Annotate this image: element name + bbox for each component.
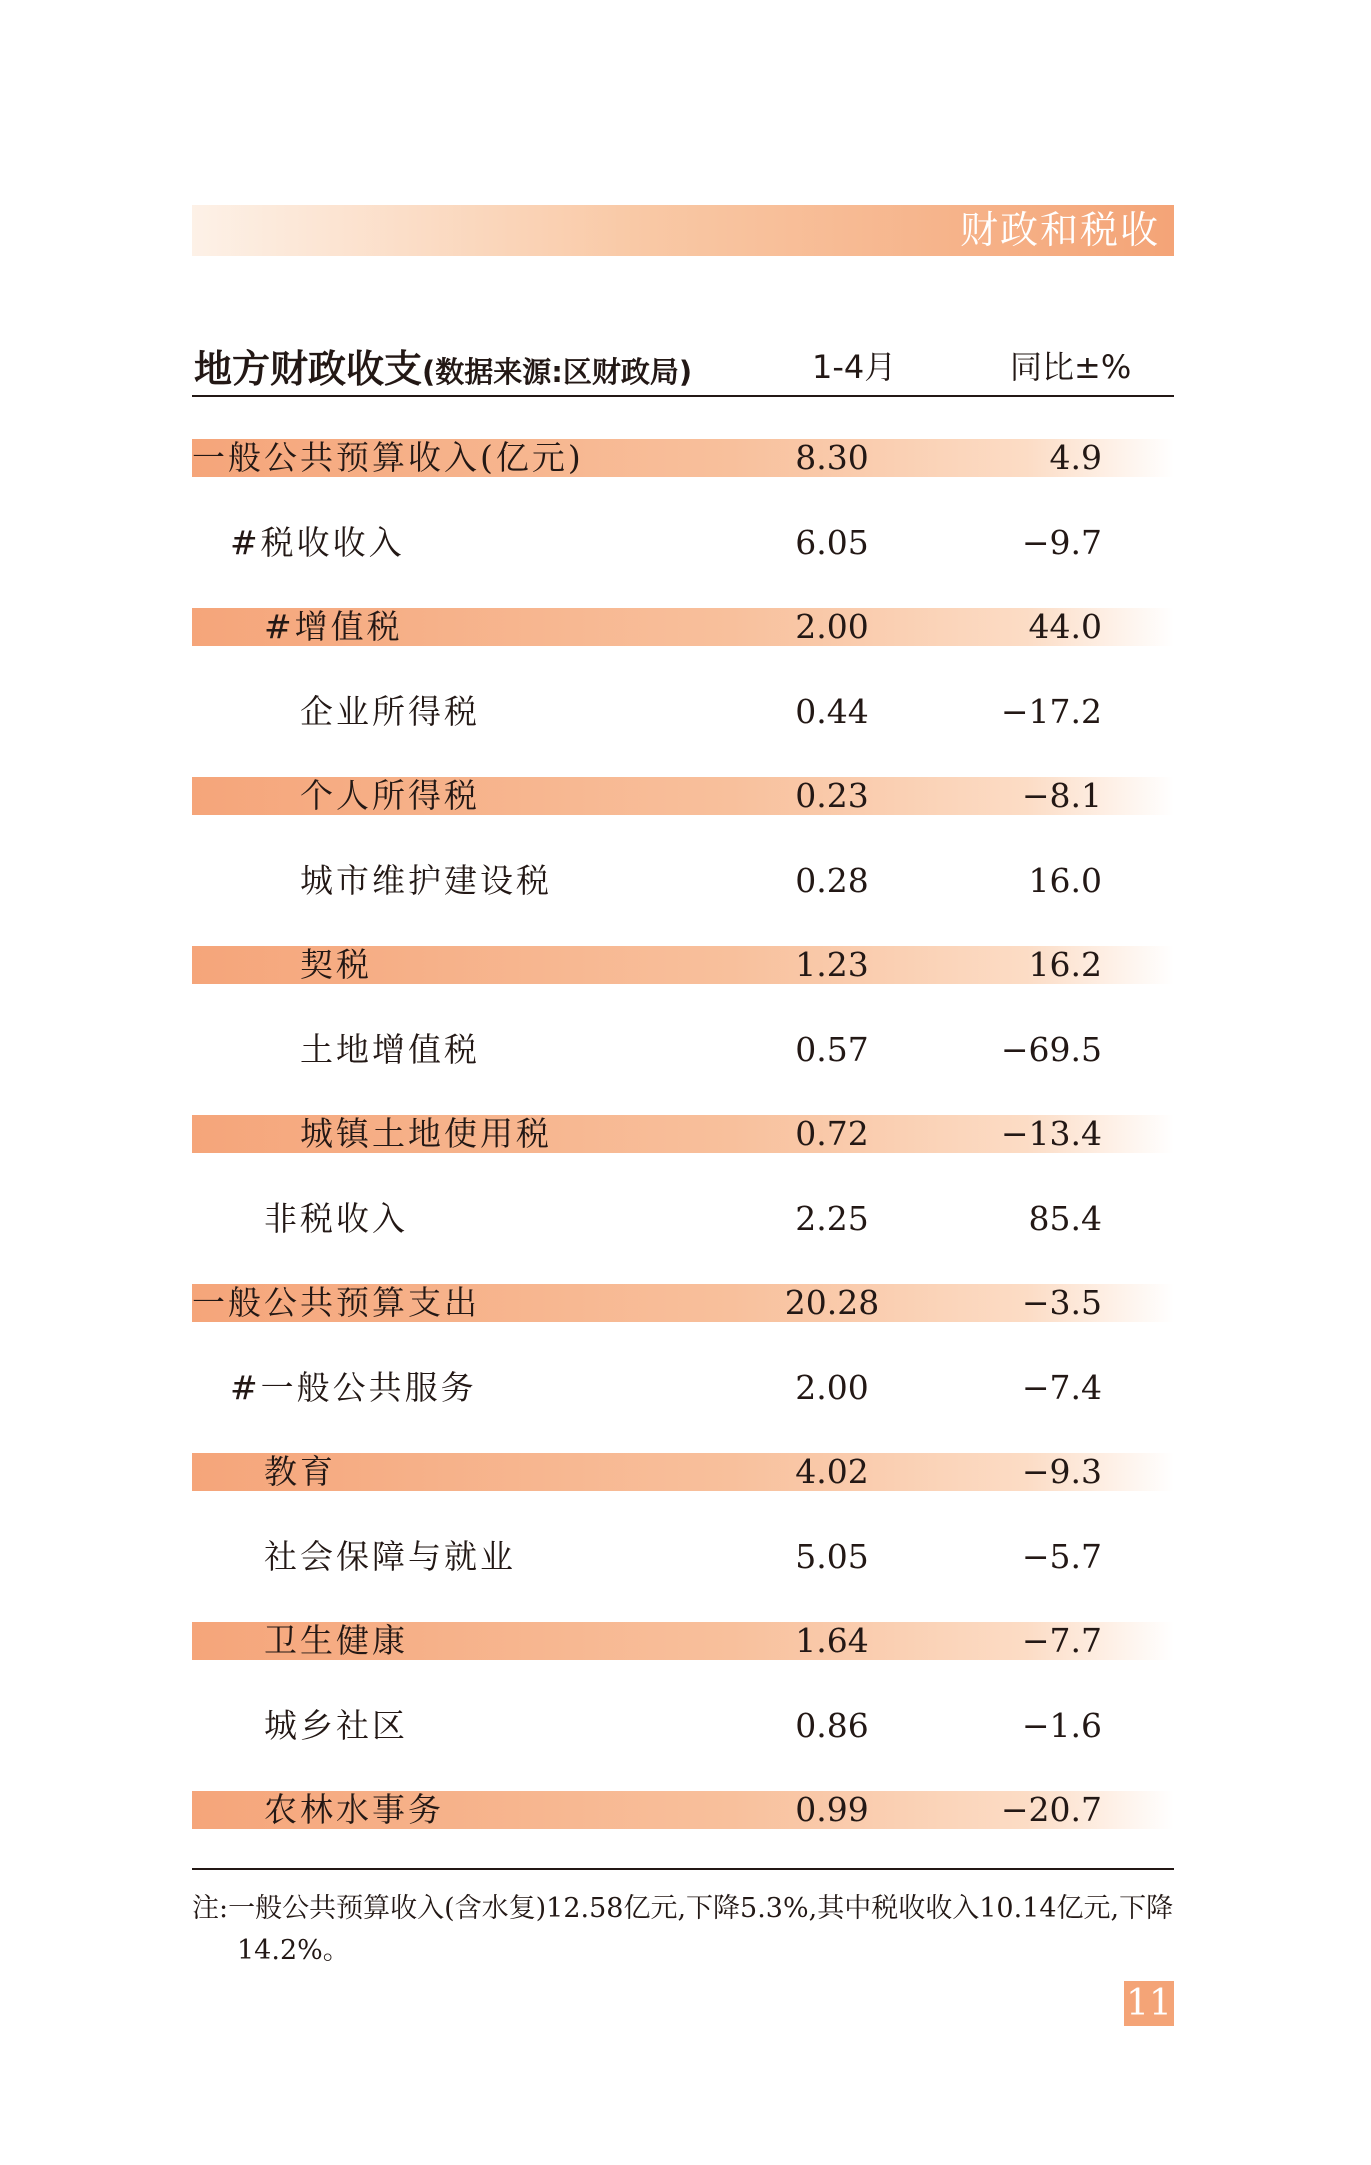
row-label: 教育 xyxy=(264,1452,336,1491)
table-title xyxy=(194,338,692,393)
row-period-value: 20.28 xyxy=(784,1283,880,1322)
row-yoy-value: −8.1 xyxy=(1021,776,1102,815)
row-label: #一般公共服务 xyxy=(230,1367,477,1407)
row-yoy-value: 4.9 xyxy=(1049,438,1102,477)
page-number: 11 xyxy=(1124,1981,1174,2026)
row-yoy-value: 16.2 xyxy=(1028,945,1102,984)
row-period-value: 0.86 xyxy=(795,1705,869,1745)
row-period-value: 5.05 xyxy=(795,1536,869,1576)
row-label: 卫生健康 xyxy=(264,1621,408,1660)
row-yoy-value: −69.5 xyxy=(1000,1029,1102,1069)
table-row xyxy=(192,1707,1174,1792)
row-yoy-value: −7.7 xyxy=(1021,1621,1102,1660)
row-period-value: 0.99 xyxy=(795,1790,869,1829)
table-row xyxy=(192,693,1174,778)
row-yoy-value: −20.7 xyxy=(1000,1790,1102,1829)
section-title: 财政和税收 xyxy=(959,208,1160,252)
table-row xyxy=(192,946,1174,1031)
table-row xyxy=(192,777,1174,862)
row-yoy-value: 85.4 xyxy=(1028,1198,1102,1238)
table-row xyxy=(192,524,1174,609)
row-period-value: 8.30 xyxy=(795,438,869,477)
row-label: 非税收入 xyxy=(264,1198,408,1238)
table-row xyxy=(192,1369,1174,1454)
column-header-yoy: 同比±% xyxy=(1010,348,1132,386)
row-label: 企业所得税 xyxy=(300,691,480,731)
row-period-value: 2.25 xyxy=(795,1198,869,1238)
row-label: 农林水事务 xyxy=(264,1790,444,1829)
row-period-value: 2.00 xyxy=(795,1367,869,1407)
row-period-value: 0.23 xyxy=(795,776,869,815)
fiscal-table-body xyxy=(192,439,1174,1876)
row-label: 社会保障与就业 xyxy=(264,1536,516,1576)
table-row xyxy=(192,1284,1174,1369)
table-row xyxy=(192,1115,1174,1200)
table-row xyxy=(192,608,1174,693)
row-yoy-value: −9.3 xyxy=(1021,1452,1102,1491)
column-header-period: 1-4月 xyxy=(812,348,897,386)
row-label: 一般公共预算支出 xyxy=(192,1283,480,1322)
row-label: #增值税 xyxy=(264,607,403,646)
row-label: 土地增值税 xyxy=(300,1029,480,1069)
row-label: 城市维护建设税 xyxy=(300,860,552,900)
row-yoy-value: 44.0 xyxy=(1028,607,1102,646)
row-period-value: 2.00 xyxy=(795,607,869,646)
row-yoy-value: −5.7 xyxy=(1021,1536,1102,1576)
row-yoy-value: −1.6 xyxy=(1021,1705,1102,1745)
row-yoy-value: −3.5 xyxy=(1021,1283,1102,1322)
row-period-value: 0.44 xyxy=(795,691,869,731)
row-yoy-value: 16.0 xyxy=(1028,860,1102,900)
table-row xyxy=(192,439,1174,524)
row-label: 一般公共预算收入(亿元) xyxy=(192,438,584,477)
row-yoy-value: −17.2 xyxy=(1000,691,1102,731)
footnote: 注:一般公共预算收入(含水复)12.58亿元,下降5.3%,其中税收收入10.14亿元,下降14.2%。 xyxy=(192,1893,1174,1966)
row-label: 城乡社区 xyxy=(264,1705,408,1745)
row-period-value: 0.57 xyxy=(795,1029,869,1069)
table-row xyxy=(192,1031,1174,1116)
row-period-value: 1.64 xyxy=(795,1621,869,1660)
section-banner xyxy=(192,205,1174,256)
table-row xyxy=(192,1538,1174,1623)
row-period-value: 4.02 xyxy=(795,1452,869,1491)
row-period-value: 0.72 xyxy=(795,1114,869,1153)
table-header xyxy=(192,330,1174,397)
table-row xyxy=(192,862,1174,947)
row-label: #税收收入 xyxy=(230,522,405,562)
row-label: 契税 xyxy=(300,945,372,984)
row-period-value: 6.05 xyxy=(795,522,869,562)
row-period-value: 1.23 xyxy=(795,945,869,984)
row-yoy-value: −13.4 xyxy=(1000,1114,1102,1153)
table-bottom-rule xyxy=(192,1868,1174,1870)
table-title-text: 地方财政收支 xyxy=(194,347,423,391)
row-label: 个人所得税 xyxy=(300,776,480,815)
table-row xyxy=(192,1200,1174,1285)
row-label: 城镇土地使用税 xyxy=(300,1114,552,1153)
row-yoy-value: −7.4 xyxy=(1021,1367,1102,1407)
table-row xyxy=(192,1453,1174,1538)
row-yoy-value: −9.7 xyxy=(1021,522,1102,562)
table-row xyxy=(192,1622,1174,1707)
table-row xyxy=(192,1791,1174,1876)
table-source: (数据来源:区财政局) xyxy=(422,355,693,389)
row-period-value: 0.28 xyxy=(795,860,869,900)
